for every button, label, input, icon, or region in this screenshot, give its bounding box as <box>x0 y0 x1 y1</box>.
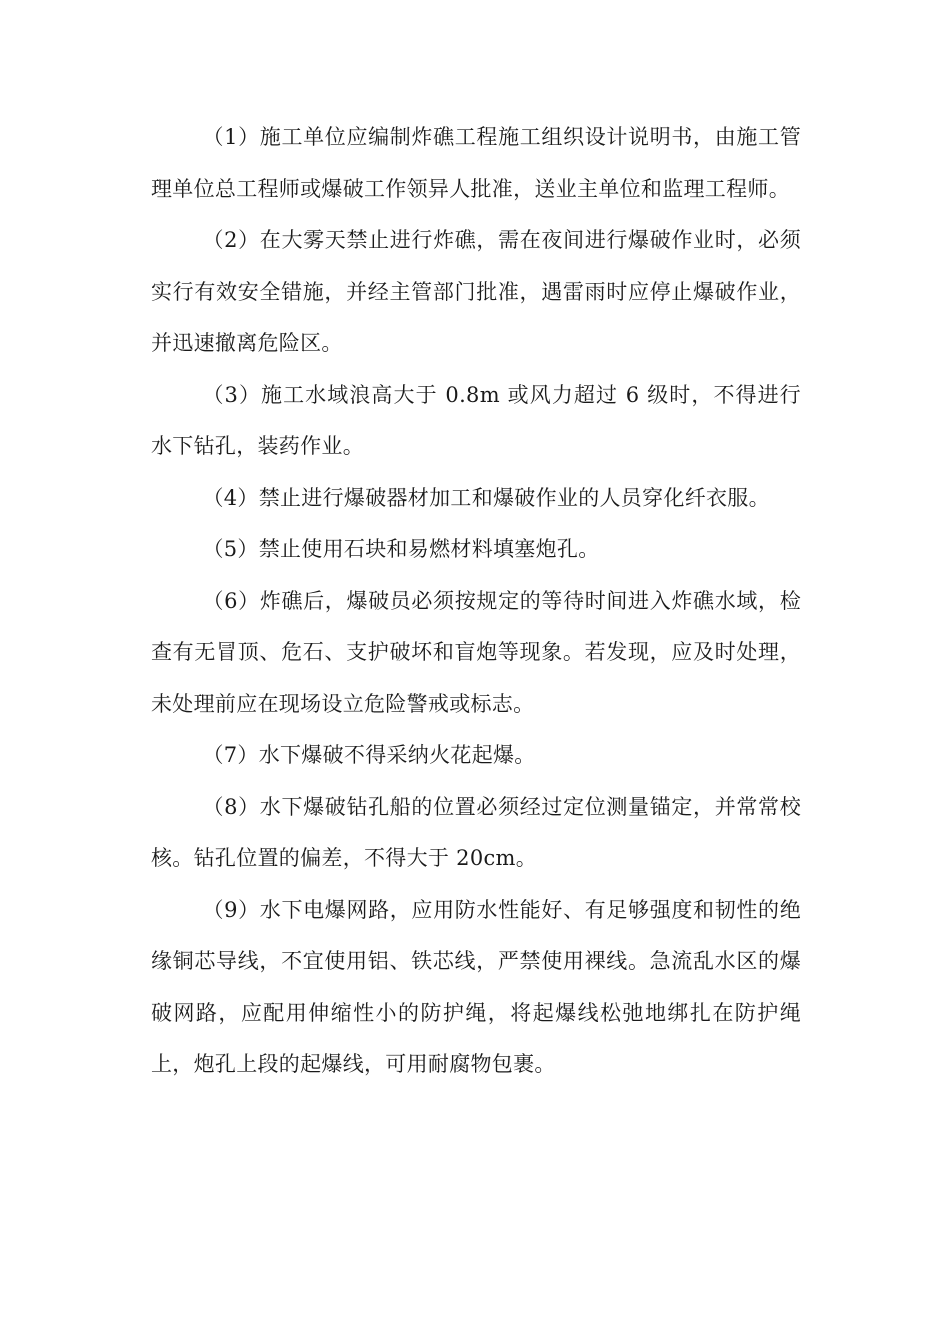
paragraph-9: （9）水下电爆网路，应用防水性能好、有足够强度和韧性的绝缘铜芯导线，不宜使用铝、铁芯线，严禁使用裸线。急流乱水区的爆破网路，应配用伸缩性小的防护绳，将起爆线松弛地绑扎在防护绳上，炮孔上段的起爆线，可用耐腐物包裹。 <box>151 897 801 1076</box>
paragraph-1: （1）施工单位应编制炸礁工程施工组织设计说明书，由施工管理单位总工程师或爆破工作领异人批准，送业主单位和监理工程师。 <box>151 125 801 201</box>
paragraph-6: （6）炸礁后，爆破员必须按规定的等待时间进入炸礁水域，检查有无冒顶、危石、支护破坏和盲炮等现象。若发现，应及时处理，未处理前应在现场设立危险警戒或标志。 <box>151 588 801 716</box>
document-body <box>151 112 801 1091</box>
paragraph-4: （4）禁止进行爆破器材加工和爆破作业的人员穿化纤衣服。 <box>202 485 770 510</box>
paragraph-7: （7）水下爆破不得采纳火花起爆。 <box>202 743 536 767</box>
paragraph-3: （3）施工水域浪高大于 0.8m 或风力超过 6 级时，不得进行水下钻孔，装药作业。 <box>151 382 801 458</box>
paragraph-8: （8）水下爆破钻孔船的位置必须经过定位测量锚定，并常常校核。钻孔位置的偏差，不得大于 20cm。 <box>151 794 801 870</box>
paragraph-5: （5）禁止使用石块和易燃材料填塞炮孔。 <box>202 537 600 561</box>
paragraph-2: （2）在大雾天禁止进行炸礁，需在夜间进行爆破作业时，必须实行有效安全错施，并经主管部门批准，遇雷雨时应停止爆破作业，并迅速撤离危险区。 <box>151 228 801 355</box>
